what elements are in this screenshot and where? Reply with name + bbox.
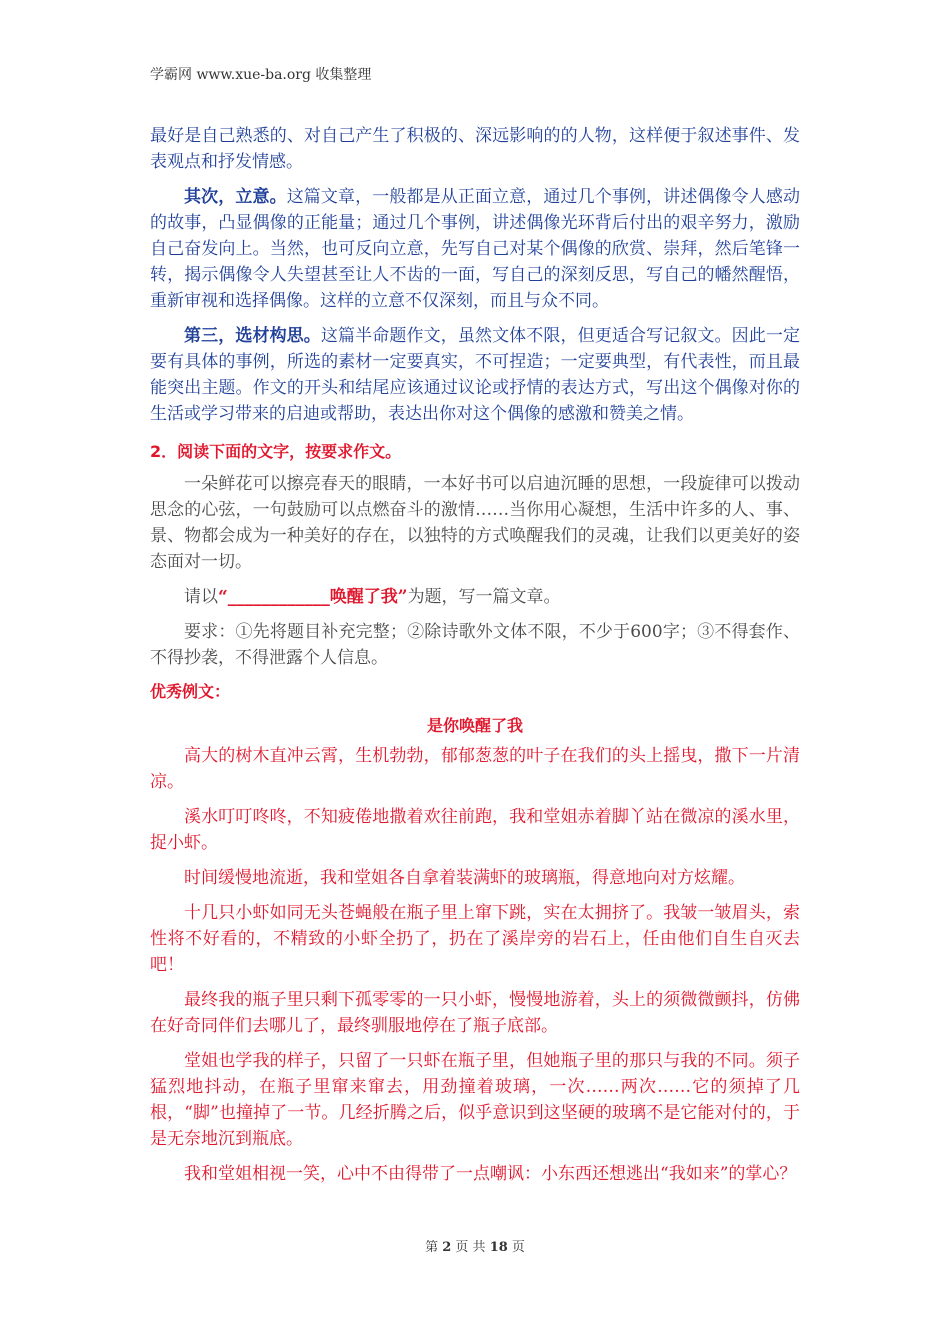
paragraph-theme-text: 这篇文章，一般都是从正面立意，通过几个事例，讲述偶像令人感动的故事，凸显偶像的正能量；通过几个事例，讲述偶像光环背后付出的艰辛努力，激励自己奋发向上。当然，也可反向立意，先写自己对某个偶像的欣赏、崇拜，然后笔锋一转，揭示偶像令人失望甚至让人不齿的一面，写自己的深刻反思，写自己的幡然醒悟，重新审视和选择偶像。这样的立意不仅深刻，而且与众不同。 bbox=[150, 187, 801, 311]
essay-paragraph: 我和堂姐相视一笑，心中不由得带了一点嘲讽：小东西还想逃出“我如来”的掌心？ bbox=[184, 1164, 797, 1184]
paragraph-theme bbox=[150, 184, 800, 314]
footer-prefix: 第 bbox=[425, 1240, 439, 1255]
footer-middle: 页 共 bbox=[455, 1240, 486, 1255]
essay-paragraph: 最终我的瓶子里只剩下孤零零的一只小虾，慢慢地游着，头上的须微微颤抖，仿佛在好奇同伴们去哪儿了，最终驯服地停在了瓶子底部。 bbox=[150, 990, 800, 1036]
essay-paragraph: 时间缓慢地流逝，我和堂姐各自拿着装满虾的玻璃瓶，得意地向对方炫耀。 bbox=[184, 868, 745, 888]
prompt-before: 请以 bbox=[184, 587, 218, 607]
essay-requirements: 要求：①先将题目补充完整；②除诗歌外文体不限，不少于600字；③不得套作、不得抄袭，不得泄露个人信息。 bbox=[150, 622, 800, 668]
essay-prompt bbox=[150, 584, 800, 610]
paragraph-source-choice: 最好是自己熟悉的、对自己产生了积极的、深远影响的的人物，这样便于叙述事件、发表观点和抒发情感。 bbox=[150, 126, 800, 172]
prompt-after: 为题，写一篇文章。 bbox=[407, 587, 561, 607]
prompt-quote-open: “ bbox=[218, 587, 228, 607]
prompt-title-part: 唤醒了我 bbox=[329, 587, 398, 607]
page-footer bbox=[0, 1236, 950, 1255]
paragraph-material-lead: 第三，选材构思。 bbox=[184, 326, 321, 346]
page-header: 学霸网 www.xue-ba.org 收集整理 bbox=[150, 67, 372, 83]
essay-title: 是你唤醒了我 bbox=[426, 716, 523, 735]
question-2-text: 一朵鲜花可以擦亮春天的眼睛，一本好书可以启迪沉睡的思想，一段旋律可以拨动思念的心弦，一句鼓励可以点燃奋斗的激情……当你用心凝想，生活中许多的人、事、景、物都会成为一种美好的存在，以独特的方式唤醒我们的灵魂，让我们以更美好的姿态面对一切。 bbox=[150, 474, 800, 572]
paragraph-material-text: 这篇半命题作文，虽然文体不限，但更适合写记叙文。因此一定要有具体的事例，所选的素材一定要真实，不可捏造；一定要典型，有代表性，而且最能突出主题。作文的开头和结尾应该通过议论或抒情的表达方式，写出这个偶像对你的生活或学习带来的启迪或帮助，表达出你对这个偶像的感激和赞美之情。 bbox=[150, 326, 801, 424]
prompt-quote-close: ” bbox=[397, 587, 408, 607]
paragraph-theme-lead: 其次，立意。 bbox=[184, 187, 287, 207]
footer-page-number: 2 bbox=[442, 1240, 452, 1255]
essay-paragraph: 高大的树木直冲云霄，生机勃勃，郁郁葱葱的叶子在我们的头上摇曳，撒下一片清凉。 bbox=[150, 746, 800, 792]
document-body bbox=[150, 123, 800, 1187]
question-2-heading: 2．阅读下面的文字，按要求作文。 bbox=[150, 442, 402, 461]
essay-paragraph: 堂姐也学我的样子，只留了一只虾在瓶子里，但她瓶子里的那只与我的不同。须子猛烈地抖动，在瓶子里窜来窜去，用劲撞着玻璃，一次……两次……它的须掉了几根，“脚”也撞掉了一节。几经折腾之后，似乎意识到这坚硬的玻璃不是它能对付的，于是无奈地沉到瓶底。 bbox=[150, 1051, 800, 1149]
essay-paragraph: 十几只小虾如同无头苍蝇般在瓶子里上窜下跳，实在太拥挤了。我皱一皱眉头，索性将不好看的，不精致的小虾全扔了，扔在了溪岸旁的岩石上，任由他们自生自灭去吧！ bbox=[150, 903, 800, 975]
paragraph-material bbox=[150, 323, 800, 427]
prompt-blank: ____________ bbox=[227, 587, 330, 607]
essay-paragraph: 溪水叮叮咚咚，不知疲倦地撒着欢往前跑，我和堂姐赤着脚丫站在微凉的溪水里，捉小虾。 bbox=[150, 807, 800, 853]
footer-total-pages: 18 bbox=[489, 1240, 508, 1255]
example-heading: 优秀例文： bbox=[150, 682, 231, 701]
footer-suffix: 页 bbox=[511, 1240, 525, 1255]
